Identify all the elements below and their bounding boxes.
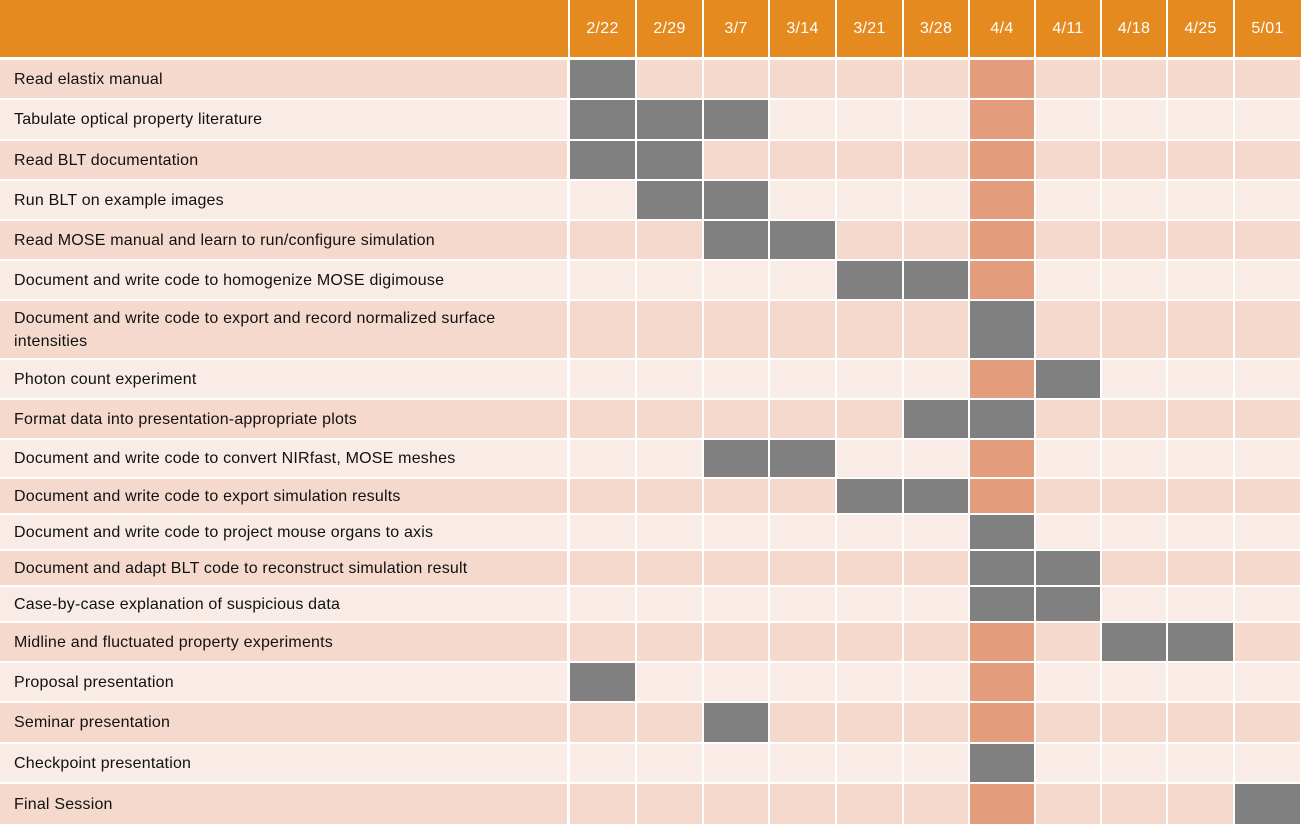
week-cell bbox=[1036, 141, 1100, 179]
week-cell bbox=[904, 784, 968, 824]
week-cell bbox=[1102, 515, 1166, 549]
week-cell bbox=[637, 744, 702, 782]
week-cell bbox=[1168, 744, 1233, 782]
week-cell bbox=[770, 360, 835, 398]
week-cell bbox=[837, 221, 902, 259]
task-name: Document and write code to export simulation results bbox=[0, 479, 567, 513]
week-cell bbox=[1235, 221, 1300, 259]
week-cell bbox=[1102, 100, 1166, 139]
week-cell bbox=[570, 221, 635, 259]
task-block bbox=[1036, 587, 1100, 621]
task-block bbox=[570, 60, 635, 98]
week-cell bbox=[770, 703, 835, 742]
week-cell bbox=[1102, 221, 1166, 259]
week-cell bbox=[1235, 181, 1300, 219]
week-cell bbox=[1168, 703, 1233, 742]
week-cell bbox=[704, 60, 768, 98]
week-cell bbox=[837, 587, 902, 621]
week-cell bbox=[770, 515, 835, 549]
week-cell bbox=[637, 301, 702, 358]
week-cell bbox=[1102, 400, 1166, 438]
week-cell bbox=[637, 703, 702, 742]
week-cell bbox=[904, 60, 968, 98]
task-name: Document and write code to homogenize MOSE digimouse bbox=[0, 261, 567, 299]
task-block bbox=[637, 141, 702, 179]
week-cell bbox=[904, 703, 968, 742]
task-block bbox=[704, 440, 768, 477]
week-cell bbox=[1235, 623, 1300, 661]
week-cell bbox=[1235, 515, 1300, 549]
week-cell bbox=[837, 100, 902, 139]
week-cell bbox=[1102, 784, 1166, 824]
week-cell bbox=[637, 400, 702, 438]
week-cell bbox=[570, 703, 635, 742]
header-divider bbox=[902, 0, 904, 57]
task-name: Read MOSE manual and learn to run/configure simulation bbox=[0, 221, 567, 259]
week-cell bbox=[837, 744, 902, 782]
week-cell bbox=[570, 360, 635, 398]
task-name: Read BLT documentation bbox=[0, 141, 567, 179]
header-divider bbox=[835, 0, 837, 57]
week-cell bbox=[570, 301, 635, 358]
week-cell bbox=[570, 623, 635, 661]
highlight-cell bbox=[970, 703, 1034, 742]
week-header-label: 3/28 bbox=[919, 19, 953, 37]
week-cell bbox=[1168, 663, 1233, 701]
task-name: Document and adapt BLT code to reconstruct simulation result bbox=[0, 551, 567, 585]
week-cell bbox=[1235, 301, 1300, 358]
week-cell bbox=[1036, 221, 1100, 259]
week-cell bbox=[770, 663, 835, 701]
week-cell bbox=[1102, 261, 1166, 299]
week-cell bbox=[704, 551, 768, 585]
week-cell bbox=[1168, 587, 1233, 621]
week-cell bbox=[770, 623, 835, 661]
week-cell bbox=[904, 141, 968, 179]
task-name: Tabulate optical property literature bbox=[0, 100, 567, 139]
week-cell bbox=[1036, 181, 1100, 219]
week-cell bbox=[1036, 515, 1100, 549]
week-cell bbox=[1036, 100, 1100, 139]
week-cell bbox=[1102, 703, 1166, 742]
task-block bbox=[570, 100, 635, 139]
week-cell bbox=[704, 261, 768, 299]
week-cell bbox=[770, 60, 835, 98]
week-cell bbox=[1168, 784, 1233, 824]
task-block bbox=[1102, 623, 1166, 661]
week-cell bbox=[570, 784, 635, 824]
week-cell bbox=[1036, 400, 1100, 438]
header-divider bbox=[568, 0, 570, 57]
week-cell bbox=[704, 360, 768, 398]
task-block bbox=[1036, 360, 1100, 398]
week-cell bbox=[570, 587, 635, 621]
week-cell bbox=[837, 515, 902, 549]
week-cell bbox=[570, 479, 635, 513]
week-cell bbox=[904, 515, 968, 549]
task-name: Document and write code to convert NIRfast, MOSE meshes bbox=[0, 440, 567, 477]
week-cell bbox=[1168, 479, 1233, 513]
header-divider bbox=[1166, 0, 1168, 57]
week-cell bbox=[1102, 60, 1166, 98]
week-cell bbox=[1235, 551, 1300, 585]
week-cell bbox=[1235, 360, 1300, 398]
week-cell bbox=[837, 623, 902, 661]
highlight-cell bbox=[970, 221, 1034, 259]
week-cell bbox=[704, 744, 768, 782]
week-cell bbox=[837, 400, 902, 438]
week-cell bbox=[1036, 440, 1100, 477]
header-divider bbox=[1034, 0, 1036, 57]
week-cell bbox=[770, 587, 835, 621]
task-block bbox=[904, 400, 968, 438]
task-block bbox=[704, 703, 768, 742]
week-cell bbox=[837, 141, 902, 179]
week-cell bbox=[770, 100, 835, 139]
week-cell bbox=[1168, 515, 1233, 549]
header-divider bbox=[1233, 0, 1235, 57]
week-cell bbox=[704, 141, 768, 179]
week-cell bbox=[637, 360, 702, 398]
task-block bbox=[1168, 623, 1233, 661]
week-cell bbox=[637, 515, 702, 549]
week-cell bbox=[637, 261, 702, 299]
week-cell bbox=[1036, 784, 1100, 824]
week-cell bbox=[1235, 100, 1300, 139]
highlight-cell bbox=[970, 623, 1034, 661]
week-cell bbox=[704, 479, 768, 513]
week-cell bbox=[1168, 360, 1233, 398]
header-divider bbox=[1100, 0, 1102, 57]
task-block bbox=[637, 181, 702, 219]
highlight-cell bbox=[970, 261, 1034, 299]
week-cell bbox=[904, 440, 968, 477]
header-divider bbox=[768, 0, 770, 57]
week-cell bbox=[1168, 181, 1233, 219]
week-cell bbox=[1102, 360, 1166, 398]
task-name: Midline and fluctuated property experiments bbox=[0, 623, 567, 661]
week-cell bbox=[1102, 479, 1166, 513]
week-cell bbox=[1235, 479, 1300, 513]
week-header-label: 3/21 bbox=[853, 19, 886, 37]
week-header-label: 4/4 bbox=[990, 19, 1014, 37]
highlight-cell bbox=[970, 60, 1034, 98]
week-header-label: 3/7 bbox=[724, 19, 748, 37]
week-cell bbox=[637, 663, 702, 701]
week-cell bbox=[570, 744, 635, 782]
week-cell bbox=[1102, 663, 1166, 701]
week-header-label: 4/18 bbox=[1117, 19, 1151, 37]
week-cell bbox=[570, 400, 635, 438]
week-cell bbox=[637, 60, 702, 98]
week-header-label: 3/14 bbox=[786, 19, 819, 37]
week-cell bbox=[637, 587, 702, 621]
highlight-cell bbox=[970, 663, 1034, 701]
week-cell bbox=[1036, 663, 1100, 701]
week-cell bbox=[770, 479, 835, 513]
task-block bbox=[704, 221, 768, 259]
highlight-cell bbox=[970, 784, 1034, 824]
week-header-label: 2/22 bbox=[586, 19, 619, 37]
week-cell bbox=[637, 221, 702, 259]
week-cell bbox=[637, 479, 702, 513]
task-block bbox=[1036, 551, 1100, 585]
week-cell bbox=[837, 440, 902, 477]
week-cell bbox=[837, 60, 902, 98]
week-cell bbox=[570, 261, 635, 299]
task-block bbox=[970, 744, 1034, 782]
week-cell bbox=[904, 181, 968, 219]
week-cell bbox=[1168, 301, 1233, 358]
week-cell bbox=[1036, 60, 1100, 98]
task-block bbox=[837, 261, 902, 299]
task-block bbox=[904, 479, 968, 513]
week-cell bbox=[1036, 261, 1100, 299]
week-cell bbox=[770, 261, 835, 299]
header-divider bbox=[968, 0, 970, 57]
week-cell bbox=[770, 744, 835, 782]
week-header-label: 5/01 bbox=[1251, 19, 1284, 37]
highlight-cell bbox=[970, 479, 1034, 513]
week-cell bbox=[1036, 301, 1100, 358]
week-cell bbox=[904, 221, 968, 259]
week-cell bbox=[704, 663, 768, 701]
task-name: Checkpoint presentation bbox=[0, 744, 567, 782]
week-cell bbox=[837, 703, 902, 742]
week-cell bbox=[770, 301, 835, 358]
week-cell bbox=[1102, 301, 1166, 358]
week-cell bbox=[1102, 551, 1166, 585]
task-block bbox=[970, 400, 1034, 438]
highlight-cell bbox=[970, 181, 1034, 219]
week-cell bbox=[637, 623, 702, 661]
week-cell bbox=[904, 587, 968, 621]
week-cell bbox=[1235, 703, 1300, 742]
week-cell bbox=[904, 100, 968, 139]
week-header-label: 4/11 bbox=[1052, 19, 1084, 37]
week-cell bbox=[570, 551, 635, 585]
week-cell bbox=[1235, 261, 1300, 299]
week-header-label: 4/25 bbox=[1184, 19, 1217, 37]
week-cell bbox=[837, 663, 902, 701]
week-cell bbox=[1102, 744, 1166, 782]
week-cell bbox=[1168, 221, 1233, 259]
week-cell bbox=[904, 744, 968, 782]
week-header-label: 2/29 bbox=[653, 19, 686, 37]
highlight-cell bbox=[970, 100, 1034, 139]
week-cell bbox=[1036, 479, 1100, 513]
week-cell bbox=[1102, 181, 1166, 219]
week-cell bbox=[637, 784, 702, 824]
week-cell bbox=[704, 623, 768, 661]
week-cell bbox=[1168, 60, 1233, 98]
week-cell bbox=[770, 551, 835, 585]
task-name: Final Session bbox=[0, 784, 567, 824]
week-cell bbox=[1102, 440, 1166, 477]
task-name: Document and write code to export and record normalized surface intensities bbox=[0, 301, 567, 358]
task-name: Document and write code to project mouse organs to axis bbox=[0, 515, 567, 549]
week-cell bbox=[1168, 400, 1233, 438]
highlight-cell bbox=[970, 440, 1034, 477]
task-block bbox=[770, 221, 835, 259]
task-block bbox=[704, 100, 768, 139]
header-divider bbox=[702, 0, 704, 57]
week-cell bbox=[904, 551, 968, 585]
task-block bbox=[970, 515, 1034, 549]
week-cell bbox=[1235, 587, 1300, 621]
task-name: Case-by-case explanation of suspicious data bbox=[0, 587, 567, 621]
task-block bbox=[1235, 784, 1300, 824]
task-name: Seminar presentation bbox=[0, 703, 567, 742]
task-name: Photon count experiment bbox=[0, 360, 567, 398]
task-name: Format data into presentation-appropriate plots bbox=[0, 400, 567, 438]
week-cell bbox=[1168, 141, 1233, 179]
highlight-cell bbox=[970, 360, 1034, 398]
task-block bbox=[770, 440, 835, 477]
week-cell bbox=[1235, 60, 1300, 98]
week-cell bbox=[837, 181, 902, 219]
week-cell bbox=[1036, 744, 1100, 782]
week-cell bbox=[770, 784, 835, 824]
week-cell bbox=[770, 400, 835, 438]
week-cell bbox=[837, 784, 902, 824]
week-cell bbox=[1235, 141, 1300, 179]
week-cell bbox=[570, 515, 635, 549]
week-cell bbox=[1168, 551, 1233, 585]
task-block bbox=[904, 261, 968, 299]
week-cell bbox=[770, 181, 835, 219]
week-cell bbox=[1102, 587, 1166, 621]
task-block bbox=[970, 551, 1034, 585]
week-cell bbox=[1168, 100, 1233, 139]
week-cell bbox=[904, 623, 968, 661]
week-cell bbox=[1168, 261, 1233, 299]
task-name: Read elastix manual bbox=[0, 60, 567, 98]
task-block bbox=[970, 587, 1034, 621]
task-block bbox=[704, 181, 768, 219]
highlight-cell bbox=[970, 141, 1034, 179]
week-cell bbox=[704, 515, 768, 549]
week-cell bbox=[1235, 440, 1300, 477]
week-cell bbox=[1168, 440, 1233, 477]
week-cell bbox=[637, 551, 702, 585]
week-cell bbox=[904, 663, 968, 701]
week-cell bbox=[570, 440, 635, 477]
task-name: Run BLT on example images bbox=[0, 181, 567, 219]
week-cell bbox=[1036, 623, 1100, 661]
week-cell bbox=[704, 301, 768, 358]
week-cell bbox=[1235, 400, 1300, 438]
week-cell bbox=[1036, 703, 1100, 742]
week-cell bbox=[837, 301, 902, 358]
week-cell bbox=[637, 440, 702, 477]
week-cell bbox=[704, 400, 768, 438]
week-cell bbox=[570, 181, 635, 219]
week-cell bbox=[1102, 141, 1166, 179]
task-block bbox=[570, 663, 635, 701]
task-block bbox=[970, 301, 1034, 358]
header-divider bbox=[635, 0, 637, 57]
week-cell bbox=[837, 551, 902, 585]
task-block bbox=[637, 100, 702, 139]
week-cell bbox=[704, 587, 768, 621]
week-cell bbox=[1235, 744, 1300, 782]
task-block bbox=[837, 479, 902, 513]
week-cell bbox=[904, 301, 968, 358]
task-block bbox=[570, 141, 635, 179]
week-cell bbox=[770, 141, 835, 179]
week-cell bbox=[704, 784, 768, 824]
week-cell bbox=[904, 360, 968, 398]
task-name: Proposal presentation bbox=[0, 663, 567, 701]
week-cell bbox=[837, 360, 902, 398]
week-cell bbox=[1235, 663, 1300, 701]
